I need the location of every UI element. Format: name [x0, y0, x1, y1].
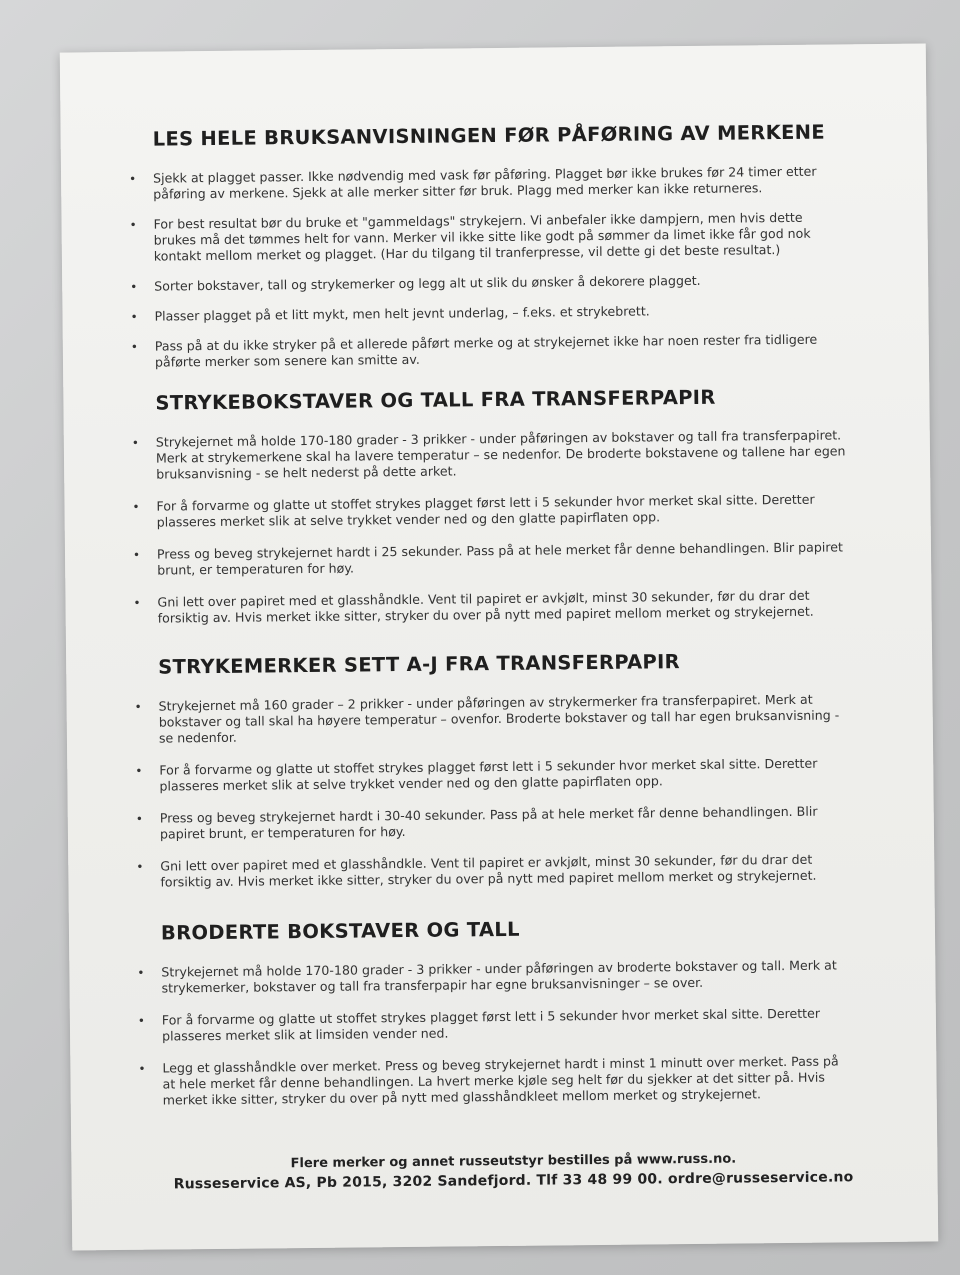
section-heading: STRYKEBOKSTAVER OG TALL FRA TRANSFERPAPIR: [155, 385, 716, 415]
bullet-icon: •: [137, 1013, 146, 1028]
instruction-list: [131, 427, 848, 626]
section-iron-marks: [134, 648, 850, 890]
sheet-content: [129, 116, 854, 1193]
list-item: • For å forvarme og glatte ut stoffet strykes plagget først lett i 5 sekunder hvor merket skal sitte. Deretter plasseres merket slik at limsiden vender ned.: [137, 1005, 821, 1044]
footer: [163, 1150, 863, 1192]
section-general: [129, 120, 846, 370]
list-item: • Press og beveg strykejernet hardt i 25 sekunder. Pass på at hele merket får denne behandlingen. Blir papiret brunt, er temperaturen for høy.: [132, 539, 843, 578]
list-item: • Gni lett over papiret med et glasshåndkle. Vent til papiret er avkjølt, minst 30 sekunder, før du drar det forsiktig av. Hvis merket ikke sitter, stryker du over på nytt med papiret mellom merket og strykejernet.: [133, 587, 814, 626]
section-transfer-letters: [131, 384, 847, 626]
bullet-icon: •: [135, 811, 143, 826]
instruction-list: [134, 691, 851, 890]
list-item: • Sorter bokstaver, tall og strykemerker og legg alt ut slik du ønsker å dekorere plagget.: [130, 272, 701, 294]
instruction-list: [129, 163, 845, 370]
list-item: • Plasser plagget på et litt mykt, men helt jevnt underlag, – f.eks. et strykebrett.: [130, 303, 650, 324]
list-item: • Sjekk at plagget passer. Ikke nødvendig med vask før påføring. Plagget bør ikke brukes før 24 timer etter påføring av merkene. Sjekk at alle merker sitter før bruk. Plagg med merker kan ikke returneres.: [129, 163, 817, 202]
list-item: • For å forvarme og glatte ut stoffet strykes plagget først lett i 5 sekunder hvor merket skal sitte. Deretter plasseres merket slik at selve trykket vender ned og den glatte papirflaten opp.: [135, 755, 818, 794]
bullet-icon: •: [131, 435, 139, 450]
bullet-icon: •: [133, 595, 141, 610]
list-item: • Press og beveg strykejernet hardt i 30-40 sekunder. Pass på at hele merket får denne behandlingen. Blir papiret brunt, er temperaturen for høy.: [135, 803, 818, 842]
footer-contact: Russeservice AS, Pb 2015, 3202 Sandefjord. Tlf 33 48 99 00. ordre@russeservice.no: [173, 1169, 854, 1193]
list-item: • Strykejernet må 160 grader – 2 prikker - under påføringen av strykermerker fra transferpapiret. Merk at bokstaver og tall skal ha høyere temperatur – ovenfor. Broderte bokstaver og tall har egen bruksanvisning - se nedenfor.: [134, 691, 840, 746]
list-item: • Legg et glasshåndkle over merket. Press og beveg strykejernet hardt i minst 1 minutt over merket. Pass på at hele merket får denne behandlingen. La hvert merke kjøle seg helt før du sjekker at det sitter på. Hvis merket ikke sitter, stryker du over på nytt med glasshåndkleet mellom merket og strykejernet.: [138, 1053, 839, 1108]
bullet-icon: •: [132, 547, 141, 562]
bullet-icon: •: [132, 499, 140, 514]
section-heading: LES HELE BRUKSANVISNINGEN FØR PÅFØRING AV MERKENE: [152, 120, 826, 151]
bullet-icon: •: [136, 859, 144, 874]
bullet-icon: •: [129, 217, 137, 232]
bullet-icon: •: [130, 339, 138, 354]
instruction-sheet: [60, 43, 938, 1250]
bullet-icon: •: [130, 279, 138, 294]
bullet-icon: •: [137, 965, 145, 980]
section-embroidered: [137, 914, 853, 1108]
list-item: • Pass på at du ikke stryker på et allerede påført merke og at strykejernet ikke har noen rester fra tidligere påførte merker som senere kan smitte av.: [130, 331, 818, 370]
list-item: • Gni lett over papiret med et glasshåndkle. Vent til papiret er avkjølt, minst 30 sekunder, før du drar det forsiktig av. Hvis merket ikke sitter, stryker du over på nytt med papiret mellom merket og strykejernet.: [136, 851, 817, 890]
list-item: • For best resultat bør du bruke et "gammeldags" strykejern. Vi anbefaler ikke dampjern, men hvis dette brukes må det tømmes helt for vann. Merker vil ikke sitte like godt på sømmer da limet ikke får god nok kontakt mellom merket og plagget. (Har du tilgang til tranferpresse, vil dette gi det beste resultat.): [129, 209, 811, 264]
section-heading: STRYKEMERKER SETT A-J FRA TRANSFERPAPIR: [158, 650, 681, 679]
list-item: • For å forvarme og glatte ut stoffet strykes plagget først lett i 5 sekunder hvor merket skal sitte. Deretter plasseres merket slik at selve trykket vender ned og den glatte papirflaten opp.: [132, 491, 815, 530]
bullet-icon: •: [129, 171, 137, 186]
footer-order-info: Flere merker og annet russeutstyr bestilles på www.russ.no.: [290, 1151, 737, 1172]
section-heading: BRODERTE BOKSTAVER OG TALL: [160, 917, 520, 945]
bullet-icon: •: [130, 309, 138, 324]
list-item: • Strykejernet må holde 170-180 grader - 3 prikker - under påføringen av broderte bokstaver og tall. Merk at strykemerker, bokstaver og tall fra transferpapir har egne bruksanvisninger – se over.: [137, 957, 837, 996]
instruction-list: [137, 957, 852, 1108]
list-item: • Strykejernet må holde 170-180 grader - 3 prikker - under påføringen av bokstaver og tall fra transferpapiret. Merk at strykemerkene skal ha lavere temperatur – se nedenfor. De broderte bokstavene og tallene har egen bruksanvisning - se helt nederst på dette arket.: [131, 427, 846, 482]
bullet-icon: •: [134, 699, 142, 714]
bullet-icon: •: [135, 763, 143, 778]
bullet-icon: •: [138, 1061, 146, 1076]
